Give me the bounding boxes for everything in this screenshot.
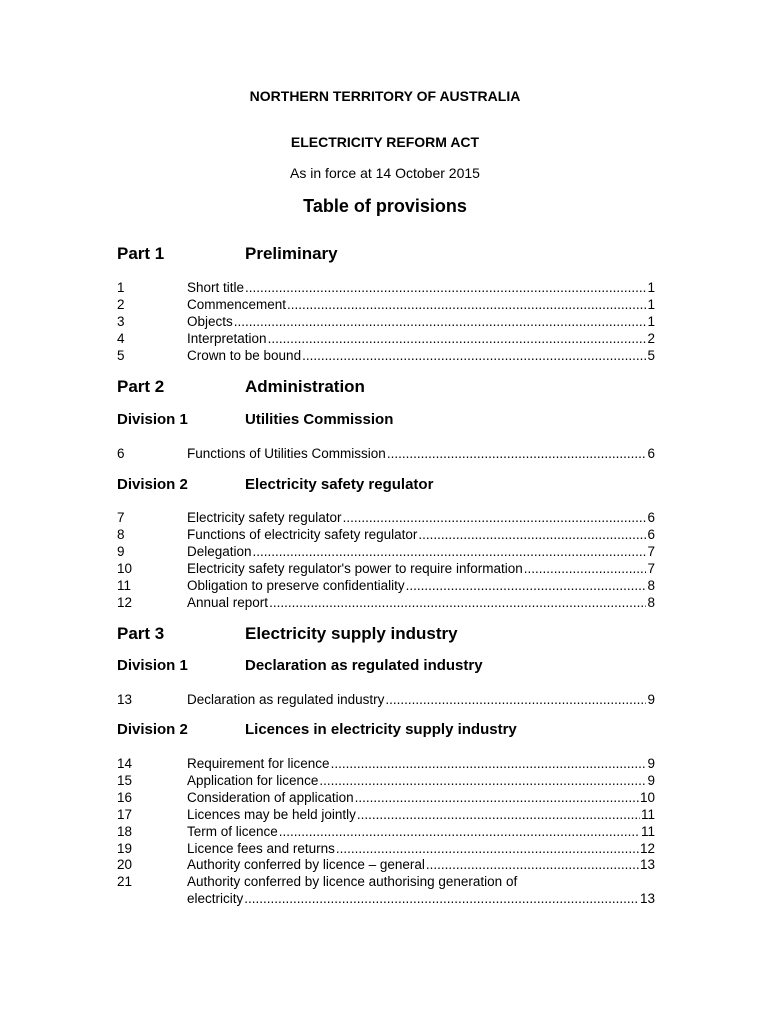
section-number: 3 bbox=[117, 314, 125, 329]
page-number: 2 bbox=[647, 331, 655, 346]
section-title: Declaration as regulated industry bbox=[187, 692, 385, 707]
in-force-date: As in force at 14 October 2015 bbox=[290, 165, 480, 181]
page-number: 9 bbox=[647, 773, 655, 788]
section-title: Delegation bbox=[187, 544, 252, 559]
dot-leader bbox=[406, 578, 647, 595]
division-title: Utilities Commission bbox=[245, 411, 394, 428]
section-number: 12 bbox=[117, 595, 133, 610]
section-number: 8 bbox=[117, 527, 125, 542]
page-number: 7 bbox=[647, 544, 655, 559]
dot-leader bbox=[331, 756, 647, 773]
section-number: 18 bbox=[117, 824, 133, 839]
section-title: Functions of electricity safety regulator bbox=[187, 527, 418, 542]
section-number: 21 bbox=[117, 874, 133, 889]
dot-leader bbox=[302, 348, 646, 365]
section-title: Consideration of application bbox=[187, 790, 354, 805]
part-title: Preliminary bbox=[245, 244, 338, 263]
section-number: 11 bbox=[117, 578, 132, 593]
dot-leader bbox=[253, 544, 647, 561]
part-title: Electricity supply industry bbox=[245, 624, 458, 643]
section-title: Licences may be held jointly bbox=[187, 807, 356, 822]
division-label: Division 2 bbox=[117, 476, 188, 493]
page-number: 6 bbox=[647, 527, 655, 542]
section-title: Obligation to preserve confidentiality bbox=[187, 578, 405, 593]
dot-leader bbox=[244, 891, 639, 908]
dot-leader bbox=[387, 446, 647, 463]
page-number: 8 bbox=[647, 578, 655, 593]
page-number: 13 bbox=[639, 890, 655, 906]
section-title: Interpretation bbox=[187, 331, 267, 346]
dot-leader bbox=[418, 527, 646, 544]
page-number: 6 bbox=[647, 446, 655, 461]
section-number: 10 bbox=[117, 561, 133, 576]
dot-leader bbox=[385, 692, 646, 709]
page-number: 5 bbox=[647, 348, 655, 363]
page-number: 1 bbox=[647, 314, 655, 329]
section-number: 13 bbox=[117, 692, 133, 707]
section-number: 9 bbox=[117, 544, 125, 559]
jurisdiction-heading: NORTHERN TERRITORY OF AUSTRALIA bbox=[249, 88, 521, 104]
dot-leader bbox=[319, 773, 646, 790]
dot-leader bbox=[336, 841, 639, 858]
dot-leader bbox=[357, 807, 640, 824]
part-label: Part 2 bbox=[117, 377, 165, 396]
section-title: Annual report bbox=[187, 595, 269, 610]
dot-leader bbox=[287, 297, 646, 314]
dot-leader bbox=[279, 824, 640, 841]
page-number: 12 bbox=[639, 841, 655, 856]
section-number: 19 bbox=[117, 841, 133, 856]
dot-leader bbox=[269, 595, 646, 612]
section-number: 16 bbox=[117, 790, 133, 805]
section-number: 1 bbox=[117, 280, 125, 295]
section-number: 15 bbox=[117, 773, 133, 788]
page-number: 10 bbox=[639, 790, 655, 805]
section-title: Requirement for licence bbox=[187, 756, 330, 771]
toc-title: Table of provisions bbox=[303, 196, 467, 216]
section-title: Term of licence bbox=[187, 824, 278, 839]
dot-leader bbox=[245, 280, 646, 297]
section-number: 6 bbox=[117, 446, 125, 461]
division-label: Division 1 bbox=[117, 411, 188, 428]
section-title: Functions of Utilities Commission bbox=[187, 446, 386, 461]
section-title: Objects bbox=[187, 314, 233, 329]
section-number: 20 bbox=[117, 857, 133, 872]
section-title: Licence fees and returns bbox=[187, 841, 335, 856]
section-title: Authority conferred by licence authorising generation of bbox=[187, 874, 518, 889]
page-number: 13 bbox=[639, 857, 655, 872]
section-title: Crown to be bound bbox=[187, 348, 302, 363]
part-label: Part 3 bbox=[117, 624, 165, 643]
section-title: Application for licence bbox=[187, 773, 319, 788]
section-title: Electricity safety regulator's power to require information bbox=[187, 561, 523, 576]
section-title: Authority conferred by licence – general bbox=[187, 857, 425, 872]
section-title: Short title bbox=[187, 280, 245, 295]
division-title: Electricity safety regulator bbox=[245, 476, 434, 493]
dot-leader bbox=[524, 561, 647, 578]
dot-leader bbox=[234, 314, 647, 331]
section-title-continued: electricity bbox=[187, 890, 244, 906]
division-label: Division 1 bbox=[117, 657, 188, 674]
section-number: 7 bbox=[117, 510, 125, 525]
act-title: ELECTRICITY REFORM ACT bbox=[290, 134, 480, 150]
section-number: 2 bbox=[117, 297, 125, 312]
dot-leader bbox=[355, 790, 639, 807]
dot-leader bbox=[268, 331, 647, 348]
page-number: 9 bbox=[647, 756, 655, 771]
division-title: Declaration as regulated industry bbox=[245, 657, 483, 674]
section-title: Electricity safety regulator bbox=[187, 510, 342, 525]
dot-leader bbox=[426, 857, 639, 874]
division-label: Division 2 bbox=[117, 721, 188, 738]
page-number: 6 bbox=[647, 510, 655, 525]
page-number: 1 bbox=[647, 280, 655, 295]
page-number: 11 bbox=[640, 807, 655, 822]
section-title: Commencement bbox=[187, 297, 287, 312]
section-number: 4 bbox=[117, 331, 125, 346]
part-label: Part 1 bbox=[117, 244, 165, 263]
part-title: Administration bbox=[245, 377, 365, 396]
page-number: 9 bbox=[647, 692, 655, 707]
page-number: 7 bbox=[647, 561, 655, 576]
division-title: Licences in electricity supply industry bbox=[245, 721, 517, 738]
section-number: 14 bbox=[117, 756, 133, 771]
dot-leader bbox=[343, 510, 647, 527]
section-number: 17 bbox=[117, 807, 133, 822]
section-number: 5 bbox=[117, 348, 125, 363]
page-number: 11 bbox=[640, 824, 655, 839]
page-number: 1 bbox=[647, 297, 655, 312]
page-number: 8 bbox=[647, 595, 655, 610]
